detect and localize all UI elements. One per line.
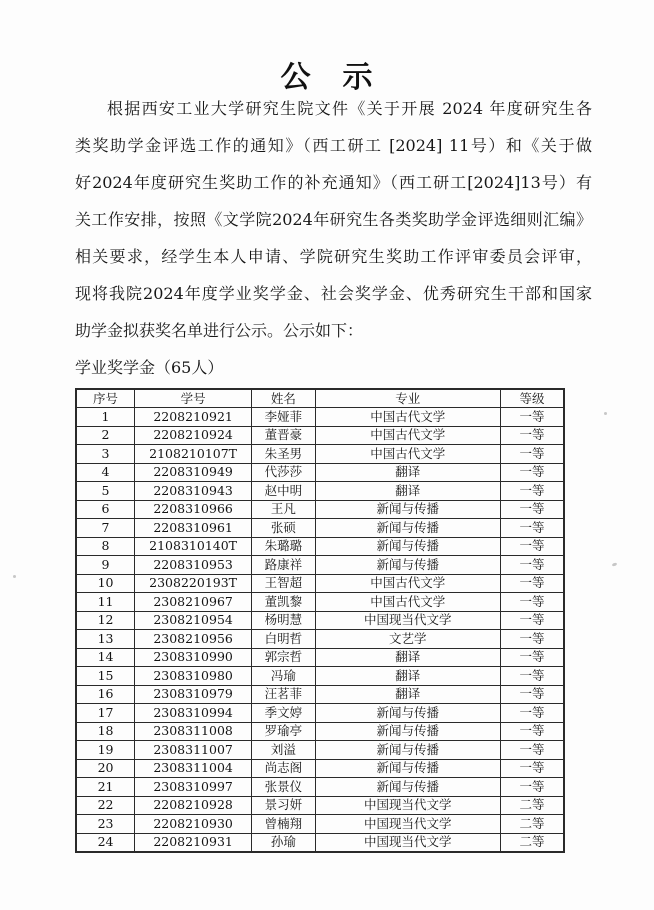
col-index: 13 xyxy=(76,630,135,649)
table-row xyxy=(76,445,564,464)
col-grade: 一等 xyxy=(501,778,564,797)
col-student-id: 2208310961 xyxy=(135,519,252,538)
col-index: 18 xyxy=(76,722,135,741)
col-major: 中国古代文学 xyxy=(315,445,500,464)
col-grade: 一等 xyxy=(501,593,564,612)
col-student-id: 2308310990 xyxy=(135,648,252,667)
col-index: 14 xyxy=(76,648,135,667)
col-grade: 一等 xyxy=(501,574,564,593)
col-index: 24 xyxy=(76,833,135,852)
col-grade: 一等 xyxy=(501,630,564,649)
col-name: 白明哲 xyxy=(252,630,315,649)
column-header-student-id: 学号 xyxy=(135,389,252,408)
col-major: 中国古代文学 xyxy=(315,574,500,593)
col-student-id: 2308210967 xyxy=(135,593,252,612)
table-row xyxy=(76,500,564,519)
col-index: 8 xyxy=(76,537,135,556)
table-header-row xyxy=(76,389,564,408)
paragraph-line: 根据西安工业大学研究生院文件《关于开展 2024 年度研究生各 xyxy=(107,99,592,118)
scan-speck xyxy=(13,575,16,578)
col-student-id: 2308220193T xyxy=(135,574,252,593)
col-major: 新闻与传播 xyxy=(315,537,500,556)
column-header-index: 序号 xyxy=(76,389,135,408)
paragraph-line: 助学金拟获奖名单进行公示。公示如下： xyxy=(75,321,364,340)
col-index: 5 xyxy=(76,482,135,501)
col-grade: 一等 xyxy=(501,648,564,667)
col-index: 10 xyxy=(76,574,135,593)
col-major: 中国现当代文学 xyxy=(315,611,500,630)
col-major: 中国现当代文学 xyxy=(315,833,500,852)
col-student-id: 2208210928 xyxy=(135,796,252,815)
col-index: 22 xyxy=(76,796,135,815)
col-major: 新闻与传播 xyxy=(315,741,500,760)
col-major: 翻译 xyxy=(315,685,500,704)
paragraph-line: 关工作安排，按照《文学院2024年研究生各类奖助学金评选细则汇编》 xyxy=(75,210,592,229)
col-grade: 一等 xyxy=(501,759,564,778)
col-name: 王智超 xyxy=(252,574,315,593)
scholarship-table xyxy=(75,388,565,853)
table-row xyxy=(76,556,564,575)
col-index: 6 xyxy=(76,500,135,519)
col-major: 翻译 xyxy=(315,482,500,501)
col-student-id: 2208210924 xyxy=(135,426,252,445)
table-row xyxy=(76,667,564,686)
column-header-grade: 等级 xyxy=(501,389,564,408)
col-name: 代莎莎 xyxy=(252,463,315,482)
col-major: 翻译 xyxy=(315,463,500,482)
col-student-id: 2308310979 xyxy=(135,685,252,704)
table-row xyxy=(76,593,564,612)
table-row xyxy=(76,408,564,427)
col-index: 3 xyxy=(76,445,135,464)
col-student-id: 2308210956 xyxy=(135,630,252,649)
col-grade: 一等 xyxy=(501,685,564,704)
col-student-id: 2308311007 xyxy=(135,741,252,760)
table-body xyxy=(76,408,564,852)
col-name: 尚志阁 xyxy=(252,759,315,778)
paragraph-line: 好2024年度研究生奖助工作的补充通知》（西工研工[2024]13号）有 xyxy=(75,173,592,192)
col-student-id: 2308311008 xyxy=(135,722,252,741)
col-index: 15 xyxy=(76,667,135,686)
paragraph-line: 现将我院2024年度学业奖学金、社会奖学金、优秀研究生干部和国家 xyxy=(75,284,592,303)
table-row xyxy=(76,611,564,630)
col-student-id: 2308310994 xyxy=(135,704,252,723)
col-index: 17 xyxy=(76,704,135,723)
col-major: 新闻与传播 xyxy=(315,704,500,723)
col-student-id: 2208210930 xyxy=(135,815,252,834)
col-major: 新闻与传播 xyxy=(315,778,500,797)
col-major: 新闻与传播 xyxy=(315,500,500,519)
col-grade: 二等 xyxy=(501,833,564,852)
col-name: 杨明慧 xyxy=(252,611,315,630)
table-row xyxy=(76,537,564,556)
table-row xyxy=(76,519,564,538)
col-name: 刘溢 xyxy=(252,741,315,760)
table-row xyxy=(76,741,564,760)
col-index: 7 xyxy=(76,519,135,538)
table-row xyxy=(76,482,564,501)
paragraph-line: 类奖助学金评选工作的通知》（西工研工 [2024] 11号）和《关于做 xyxy=(75,136,592,155)
col-index: 21 xyxy=(76,778,135,797)
col-name: 张硕 xyxy=(252,519,315,538)
col-grade: 一等 xyxy=(501,537,564,556)
col-student-id: 2208310943 xyxy=(135,482,252,501)
col-name: 季文婷 xyxy=(252,704,315,723)
scan-speck xyxy=(604,412,607,415)
page-title: 公 示 xyxy=(280,60,374,95)
col-grade: 一等 xyxy=(501,463,564,482)
table-row xyxy=(76,463,564,482)
col-grade: 一等 xyxy=(501,500,564,519)
col-grade: 二等 xyxy=(501,815,564,834)
col-grade: 一等 xyxy=(501,556,564,575)
col-name: 王凡 xyxy=(252,500,315,519)
col-major: 中国现当代文学 xyxy=(315,815,500,834)
col-grade: 一等 xyxy=(501,722,564,741)
table-row xyxy=(76,574,564,593)
col-student-id: 2208310949 xyxy=(135,463,252,482)
col-name: 赵中明 xyxy=(252,482,315,501)
table-row xyxy=(76,648,564,667)
col-major: 中国古代文学 xyxy=(315,408,500,427)
col-grade: 一等 xyxy=(501,408,564,427)
col-index: 23 xyxy=(76,815,135,834)
col-student-id: 2208210921 xyxy=(135,408,252,427)
col-major: 新闻与传播 xyxy=(315,556,500,575)
table-row xyxy=(76,426,564,445)
col-name: 张景仪 xyxy=(252,778,315,797)
table-row xyxy=(76,630,564,649)
col-major: 新闻与传播 xyxy=(315,722,500,741)
table-row xyxy=(76,685,564,704)
col-student-id: 2208210931 xyxy=(135,833,252,852)
col-index: 11 xyxy=(76,593,135,612)
col-name: 朱圣男 xyxy=(252,445,315,464)
col-student-id: 2208310953 xyxy=(135,556,252,575)
table-row xyxy=(76,778,564,797)
col-grade: 一等 xyxy=(501,445,564,464)
table-row xyxy=(76,833,564,852)
col-grade: 一等 xyxy=(501,519,564,538)
col-index: 19 xyxy=(76,741,135,760)
col-major: 文艺学 xyxy=(315,630,500,649)
col-index: 2 xyxy=(76,426,135,445)
col-student-id: 2208310966 xyxy=(135,500,252,519)
col-name: 郭宗哲 xyxy=(252,648,315,667)
col-index: 16 xyxy=(76,685,135,704)
col-major: 翻译 xyxy=(315,667,500,686)
col-name: 李娅菲 xyxy=(252,408,315,427)
col-name: 孙瑜 xyxy=(252,833,315,852)
col-name: 董凯黎 xyxy=(252,593,315,612)
col-major: 中国古代文学 xyxy=(315,426,500,445)
col-name: 冯瑜 xyxy=(252,667,315,686)
col-index: 1 xyxy=(76,408,135,427)
col-grade: 一等 xyxy=(501,611,564,630)
col-student-id: 2308210954 xyxy=(135,611,252,630)
col-index: 20 xyxy=(76,759,135,778)
table-row xyxy=(76,704,564,723)
col-major: 中国古代文学 xyxy=(315,593,500,612)
col-index: 12 xyxy=(76,611,135,630)
table-row xyxy=(76,815,564,834)
col-name: 朱璐璐 xyxy=(252,537,315,556)
col-major: 中国现当代文学 xyxy=(315,796,500,815)
col-major: 新闻与传播 xyxy=(315,519,500,538)
col-name: 汪茗菲 xyxy=(252,685,315,704)
col-index: 4 xyxy=(76,463,135,482)
col-student-id: 2108310140T xyxy=(135,537,252,556)
col-student-id: 2308310997 xyxy=(135,778,252,797)
table-row xyxy=(76,796,564,815)
col-grade: 一等 xyxy=(501,741,564,760)
col-grade: 一等 xyxy=(501,667,564,686)
table-row xyxy=(76,759,564,778)
col-major: 翻译 xyxy=(315,648,500,667)
scan-speck xyxy=(612,562,618,567)
table-row xyxy=(76,722,564,741)
col-name: 路康祥 xyxy=(252,556,315,575)
column-header-name: 姓名 xyxy=(252,389,315,408)
col-student-id: 2308310980 xyxy=(135,667,252,686)
col-grade: 二等 xyxy=(501,796,564,815)
column-header-major: 专业 xyxy=(315,389,500,408)
paragraph-line: 相关要求，经学生本人申请、学院研究生奖助工作评审委员会评审， xyxy=(75,247,592,266)
col-grade: 一等 xyxy=(501,426,564,445)
col-grade: 一等 xyxy=(501,704,564,723)
col-index: 9 xyxy=(76,556,135,575)
col-name: 曾楠翔 xyxy=(252,815,315,834)
col-name: 景习妍 xyxy=(252,796,315,815)
document-body xyxy=(75,90,592,386)
col-major: 新闻与传播 xyxy=(315,759,500,778)
col-name: 董晋豪 xyxy=(252,426,315,445)
col-grade: 一等 xyxy=(501,482,564,501)
col-student-id: 2308311004 xyxy=(135,759,252,778)
col-name: 罗瑜亭 xyxy=(252,722,315,741)
col-student-id: 2108210107T xyxy=(135,445,252,464)
section-heading: 学业奖学金（65人） xyxy=(75,358,224,377)
